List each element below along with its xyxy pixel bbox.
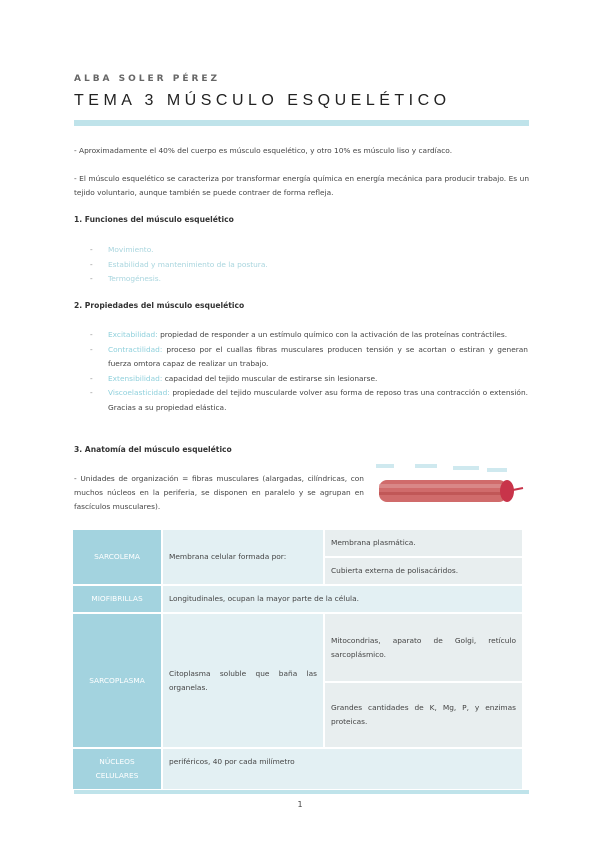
section-heading: 3. Anatomía del músculo esquelético xyxy=(74,445,232,454)
list-item: - Excitabilidad: propiedad de responder a un estímulo químico con la activación de las proteínas contráctiles. xyxy=(90,330,508,339)
title-divider xyxy=(74,120,529,126)
row-description: periféricos, 40 por cada milímetro xyxy=(163,749,522,789)
section-heading: 1. Funciones del músculo esquelético xyxy=(74,215,234,224)
term: Contractilidad: xyxy=(108,344,163,354)
row-part: Mitocondrias, aparato de Golgi, retículo sarcoplásmico. xyxy=(325,614,522,681)
list-item: - Viscoelasticidad: propiedade del tejido muscularde volver asu forma de reposo tras una contracción o extensión. Gracias a su propiedad elástica. xyxy=(90,388,528,412)
row-part: Cubierta externa de polisacáridos. xyxy=(325,558,522,584)
list-item: - Extensibilidad: capacidad del tejido muscular de estirarse sin lesionarse. xyxy=(90,373,378,383)
list-item: - Movimiento. xyxy=(90,243,528,258)
list-item-text: Estabilidad y mantenimiento de la postura. xyxy=(108,259,268,269)
anatomy-table xyxy=(71,528,524,791)
definition: proceso por el cuallas fibras musculares producen tensión y se acortan o estiran y generan fuerza omtora capaz de realizar un trabajo. xyxy=(108,344,528,368)
row-part: Grandes cantidades de K, Mg, P, y enzimas proteicas. xyxy=(325,683,522,747)
row-key: SARCOLEMA xyxy=(73,530,161,584)
list-item-text: Movimiento. xyxy=(108,245,154,254)
list-item: - Termogénesis. xyxy=(90,272,528,287)
row-key: SARCOPLASMA xyxy=(73,614,161,747)
table-row xyxy=(73,530,522,556)
row-key: NÚCLEOS CELULARES xyxy=(73,749,161,789)
term: Viscoelasticidad: xyxy=(108,388,170,397)
list-item: - Contractilidad: proceso por el cuallas fibras musculares producen tensión y se acortan o estiran y generan fuerza omtora capaz de realizar un trabajo. xyxy=(90,344,528,368)
muscle-fiber-illustration xyxy=(375,462,525,507)
row-key: MIOFIBRILLAS xyxy=(73,586,161,612)
list-item: - Estabilidad y mantenimiento de la postura. xyxy=(90,258,528,273)
row-part: Membrana plasmática. xyxy=(325,530,522,556)
row-description: Citoplasma soluble que baña las organelas. xyxy=(163,614,323,747)
row-description: Longitudinales, ocupan la mayor parte de la célula. xyxy=(163,586,522,612)
author: ALBA SOLER PÉREZ xyxy=(74,74,221,84)
intro-paragraph: - Aproximadamente el 40% del cuerpo es músculo esquelético, y otro 10% es músculo liso y cardíaco. xyxy=(74,146,453,155)
page-number: 1 xyxy=(297,800,303,809)
table-row xyxy=(73,586,522,612)
anatomy-paragraph: - Unidades de organización = fibras musculares (alargadas, cilíndricas, con muchos núcleos en la periferia, se disponen en paralelo y se agrupan en fascículos musculares). xyxy=(74,474,364,511)
section-heading: 2. Propiedades del músculo esquelético xyxy=(74,301,245,310)
page-title: TEMA 3 MÚSCULO ESQUELÉTICO xyxy=(74,92,451,109)
definition: capacidad del tejido muscular de estirarse sin lesionarse. xyxy=(162,373,378,383)
term: Extensibilidad: xyxy=(108,373,163,383)
definition: propiedade del tejido muscularde volver asu forma de reposo tras una contracción o extensión. Gracias a su propiedad elástica. xyxy=(108,388,528,412)
intro-paragraph: - El músculo esquelético se caracteriza por transformar energía química en energía mecánica para producir trabajo. Es un tejido voluntario, aunque también se puede contraer de forma refleja. xyxy=(74,174,529,197)
functions-list xyxy=(90,243,528,287)
footer-divider xyxy=(74,790,529,794)
row-description: Membrana celular formada por: xyxy=(163,530,323,584)
properties-list xyxy=(90,328,528,415)
term: Excitabilidad: xyxy=(108,330,158,339)
table-row xyxy=(73,749,522,789)
list-item-text: Termogénesis. xyxy=(108,274,162,283)
definition: propiedad de responder a un estímulo químico con la activación de las proteínas contráctiles. xyxy=(157,330,508,339)
table-row xyxy=(73,614,522,681)
